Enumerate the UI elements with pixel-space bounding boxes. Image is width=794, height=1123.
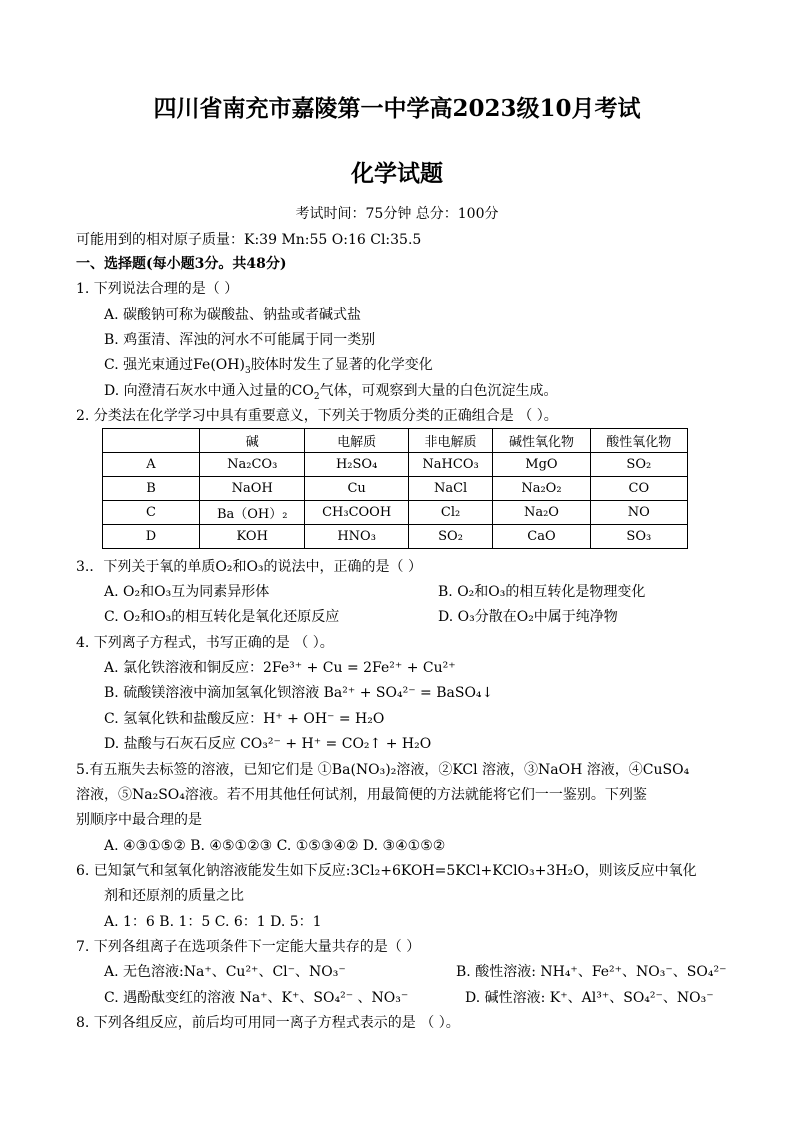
table-cell: CH₃COOH bbox=[305, 501, 408, 525]
q1-d-sub: 2 bbox=[313, 391, 320, 402]
section-heading: 一、选择题(每小题3分。共48分) bbox=[76, 256, 287, 272]
table-cell: Na₂O₂ bbox=[493, 477, 590, 501]
q4-option-b: B. 硫酸镁溶液中滴加氢氧化钡溶液 Ba²⁺ + SO₄²⁻ = BaSO₄↓ bbox=[104, 685, 494, 701]
table-cell: NaCl bbox=[408, 477, 492, 501]
table-cell: Ba（OH）₂ bbox=[200, 501, 305, 525]
table-cell: Cu bbox=[305, 477, 408, 501]
exam-info: 考试时间：75分钟 总分：100分 bbox=[295, 206, 499, 222]
table-cell: Na₂CO₃ bbox=[200, 453, 305, 477]
q7-option-d: D. 碱性溶液: K⁺、Al³⁺、SO₄²⁻、NO₃⁻ bbox=[465, 990, 714, 1006]
q1-c-pre: C. 强光束通过Fe(OH) bbox=[104, 357, 245, 373]
q3-option-c: C. O₂和O₃的相互转化是氧化还原反应 bbox=[104, 609, 340, 625]
table-cell: MgO bbox=[493, 453, 590, 477]
table-header-cell: 电解质 bbox=[305, 429, 408, 453]
q4-option-d: D. 盐酸与石灰石反应 CO₃²⁻ + H⁺ = CO₂↑ + H₂O bbox=[104, 736, 432, 752]
table-row bbox=[103, 477, 688, 501]
table-cell: H₂SO₄ bbox=[305, 453, 408, 477]
table-cell: Na₂O bbox=[493, 501, 590, 525]
table-cell: SO₂ bbox=[590, 453, 687, 477]
table-cell: HNO₃ bbox=[305, 525, 408, 549]
table-cell: NO bbox=[590, 501, 687, 525]
table-cell: CO bbox=[590, 477, 687, 501]
table-header-cell: 非电解质 bbox=[408, 429, 492, 453]
table-row bbox=[103, 525, 688, 549]
table-header-cell: 碱 bbox=[200, 429, 305, 453]
table-cell: NaHCO₃ bbox=[408, 453, 492, 477]
q3-stem: 3.．下列关于氧的单质O₂和O₃的说法中，正确的是（ ） bbox=[76, 559, 422, 575]
table-cell: SO₂ bbox=[408, 525, 492, 549]
q1-option-d bbox=[104, 382, 558, 400]
table-row bbox=[103, 501, 688, 525]
q1-d-pre: D. 向澄清石灰水中通入过量的CO bbox=[104, 383, 314, 399]
q1-c-sub: 3 bbox=[244, 365, 251, 376]
table-cell: NaOH bbox=[200, 477, 305, 501]
q6-line-1: 6. 已知氯气和氢氧化钠溶液能发生如下反应:3Cl₂+6KOH=5KCl+KClO₃+3H₂O，则该反应中氧化 bbox=[76, 863, 697, 879]
table-header-cell bbox=[103, 429, 200, 453]
q3-option-b: B. O₂和O₃的相互转化是物理变化 bbox=[438, 584, 646, 600]
table-header-cell: 碱性氧化物 bbox=[493, 429, 590, 453]
q3-option-a: A. O₂和O₃互为同素异形体 bbox=[104, 584, 270, 600]
q3-option-d: D. O₃分散在O₂中属于纯净物 bbox=[438, 609, 618, 625]
q1-option-c bbox=[104, 356, 433, 374]
exam-title: 四川省南充市嘉陵第一中学高2023级10月考试 bbox=[153, 95, 641, 122]
q5-line-3: 别顺序中最合理的是 bbox=[76, 812, 202, 828]
q7-option-b: B. 酸性溶液: NH₄⁺、Fe²⁺、NO₃⁻、SO₄²⁻ bbox=[456, 964, 727, 980]
q7-stem: 7. 下列各组离子在选项条件下一定能大量共存的是（ ） bbox=[76, 939, 421, 955]
q1-c-post: 胶体时发生了显著的化学变化 bbox=[250, 357, 433, 373]
table-cell: C bbox=[103, 501, 200, 525]
table-row bbox=[103, 453, 688, 477]
q8-stem: 8. 下列各组反应，前后均可用同一离子方程式表示的是 （ ）。 bbox=[76, 1015, 460, 1031]
q7-option-a: A. 无色溶液:Na⁺、Cu²⁺、Cl⁻、NO₃⁻ bbox=[104, 964, 346, 980]
q7-option-c: C. 遇酚酞变红的溶液 Na⁺、K⁺、SO₄²⁻ 、NO₃⁻ bbox=[104, 990, 409, 1006]
table-cell: SO₃ bbox=[590, 525, 687, 549]
table-cell: CaO bbox=[493, 525, 590, 549]
q2-stem: 2. 分类法在化学学习中具有重要意义，下列关于物质分类的正确组合是 （ ）。 bbox=[76, 408, 558, 424]
table-cell: D bbox=[103, 525, 200, 549]
table-cell: Cl₂ bbox=[408, 501, 492, 525]
table-cell: A bbox=[103, 453, 200, 477]
classification-table bbox=[102, 428, 688, 549]
q1-d-post: 气体，可观察到大量的白色沉淀生成。 bbox=[319, 383, 558, 399]
q6-line-2: 剂和还原剂的质量之比 bbox=[104, 888, 244, 904]
table-cell: KOH bbox=[200, 525, 305, 549]
q5-line-1: 5.有五瓶失去标签的溶液，已知它们是 ①Ba(NO₃)₂溶液，②KCl 溶液，③NaOH 溶液，④CuSO₄ bbox=[76, 762, 690, 778]
q1-stem: 1. 下列说法合理的是（ ） bbox=[76, 281, 239, 297]
q4-stem: 4. 下列离子方程式，书写正确的是 （ ）。 bbox=[76, 635, 334, 651]
table-header-row bbox=[103, 429, 688, 453]
table-cell: B bbox=[103, 477, 200, 501]
q1-option-a: A. 碳酸钠可称为碳酸盐、钠盐或者碱式盐 bbox=[104, 307, 362, 323]
q1-option-b: B. 鸡蛋清、浑浊的河水不可能属于同一类别 bbox=[104, 332, 376, 348]
q5-options: A. ④③①⑤② B. ④⑤①②③ C. ①⑤③④② D. ③④①⑤② bbox=[104, 838, 446, 854]
q6-options: A. 1：6 B. 1：5 C. 6：1 D. 5：1 bbox=[104, 914, 322, 930]
atomic-mass-line: 可能用到的相对原子质量：K:39 Mn:55 O:16 Cl:35.5 bbox=[76, 232, 422, 248]
table-header-cell: 酸性氧化物 bbox=[590, 429, 687, 453]
q4-option-a: A. 氯化铁溶液和铜反应：2Fe³⁺ + Cu = 2Fe²⁺ + Cu²⁺ bbox=[104, 660, 456, 676]
q4-option-c: C. 氢氧化铁和盐酸反应：H⁺ + OH⁻ = H₂O bbox=[104, 711, 385, 727]
q5-line-2: 溶液，⑤Na₂SO₄溶液。若不用其他任何试剂，用最简便的方法就能将它们一一鉴别。下列鉴 bbox=[76, 787, 647, 803]
exam-subtitle: 化学试题 bbox=[351, 160, 443, 187]
